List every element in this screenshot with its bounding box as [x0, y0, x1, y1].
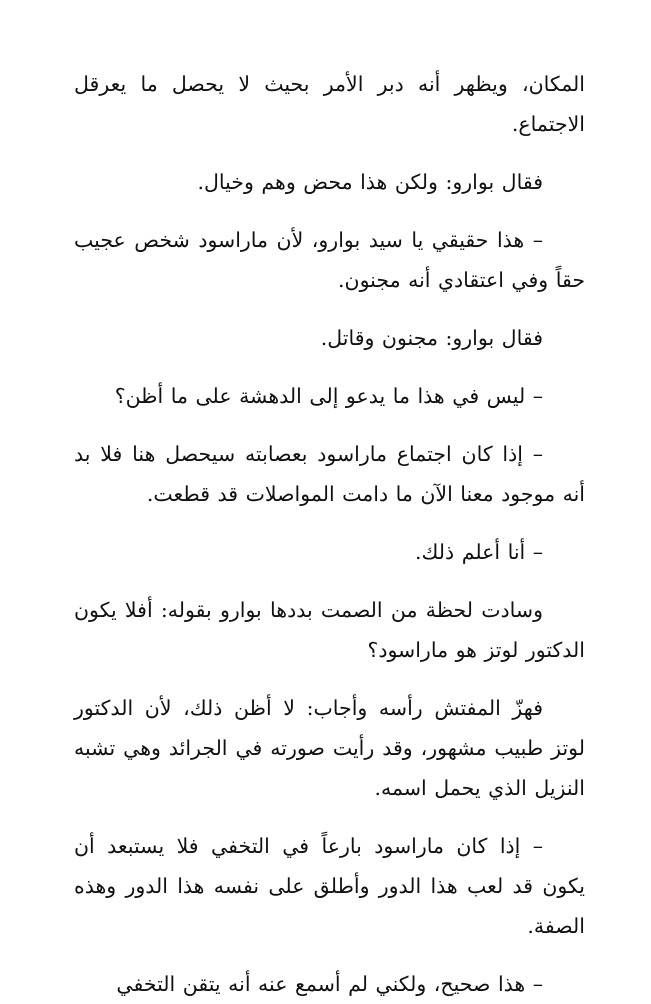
paragraph: المكان، ويظهر أنه دبر الأمر بحيث لا يحصل ما يعرقل الاجتماع. [74, 72, 585, 136]
paragraph: وسادت لحظة من الصمت بددها بوارو بقوله: أفلا يكون الدكتور لوتز هو ماراسود؟ [74, 598, 585, 662]
paragraph: فقال بوارو: مجنون وقاتل. [320, 326, 543, 350]
paragraph: فهزّ المفتش رأسه وأجاب: لا أظن ذلك، لأن الدكتور لوتز طبيب مشهور، وقد رأيت صورته في الجرائد وهي تشبه النزيل الذي يحمل اسمه. [74, 696, 585, 800]
paragraph: – إذا كان ماراسود بارعاً في التخفي فلا يستبعد أن يكون قد لعب هذا الدور وأطلق على نفسه هذا الدور وهذه الصفة. [74, 834, 585, 938]
paragraph: – أنا أعلم ذلك. [415, 540, 543, 564]
paragraph: – إذا كان اجتماع ماراسود بعصابته سيحصل هنا فلا بد أنه موجود معنا الآن ما دامت المواصلات قد قطعت. [74, 442, 585, 506]
paragraph: – هذا حقيقي يا سيد بوارو، لأن ماراسود شخص عجيب حقاً وفي اعتقادي أنه مجنون. [74, 228, 585, 292]
paragraph: – ليس في هذا ما يدعو إلى الدهشة على ما أظن؟ [114, 384, 543, 408]
paragraph: فقال بوارو: ولكن هذا محض وهم وخيال. [197, 170, 543, 194]
paragraph: – هذا صحيح، ولكني لم أسمع عنه أنه يتقن التخفي [116, 972, 543, 996]
